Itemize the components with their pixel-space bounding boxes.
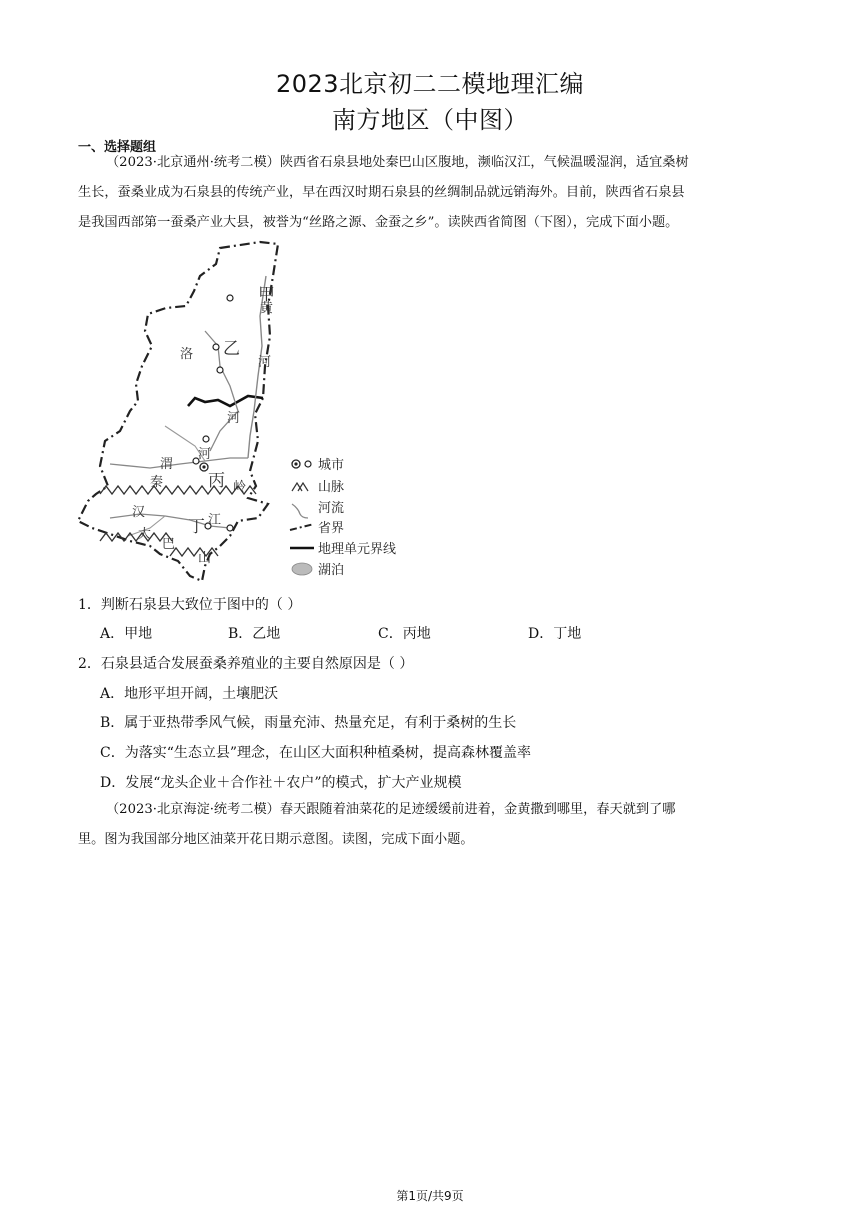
page-footer: 第1页/共9页 xyxy=(396,1189,464,1203)
legend-mountain-icon xyxy=(292,483,308,491)
question-1-stem: 1．判断石泉县大致位于图中的（ ） xyxy=(78,597,302,613)
question-2-stem: 2．石泉县适合发展蚕桑养殖业的主要自然原因是（ ） xyxy=(78,656,414,672)
intro1-line: 是我国西部第一蚕桑产业大县，被誉为“丝路之源、金蚕之乡”。读陕西省简图（下图），完成下面小题。 xyxy=(78,215,679,230)
intro2-line: 里。图为我国部分地区油菜开花日期示意图。读图，完成下面小题。 xyxy=(78,832,474,847)
city-extra xyxy=(217,367,223,373)
label-da: 大 xyxy=(138,527,152,542)
map-legend xyxy=(290,458,396,578)
city-yi xyxy=(213,344,219,350)
q1-option-d[interactable]: D．丁地 xyxy=(528,626,582,642)
city-jia xyxy=(227,295,233,301)
q2-option-a[interactable]: A．地形平坦开阔，土壤肥沃 xyxy=(100,686,279,702)
city-small xyxy=(203,436,209,442)
geo-unit-boundary xyxy=(188,396,263,406)
legend-boundary-label: 地理单元界线 xyxy=(318,542,397,557)
q2-option-d[interactable]: D．发展“龙头企业＋合作社＋农户”的模式，扩大产业规模 xyxy=(100,775,462,791)
label-bing: 丙 xyxy=(208,471,225,491)
label-yi: 乙 xyxy=(223,339,240,359)
label-he2: 河 xyxy=(227,411,241,426)
legend-lake-label: 湖泊 xyxy=(318,563,345,578)
section-title: 一、选择题组 xyxy=(78,140,157,155)
q1-option-c[interactable]: C．丙地 xyxy=(378,626,431,642)
q1-option-b[interactable]: B．乙地 xyxy=(228,626,281,642)
shaanxi-map xyxy=(70,236,430,586)
province-border xyxy=(78,242,278,581)
legend-city-icon xyxy=(305,461,311,467)
legend-river-icon xyxy=(292,504,308,518)
intro1-line: （2023·北京通州·统考二模）陕西省石泉县地处秦巴山区腹地，濒临汉江，气候温暖湿润，适宜桑树 xyxy=(106,155,689,170)
label-luo: 洛 xyxy=(180,347,194,362)
legend-lake-icon xyxy=(292,563,312,575)
intro2-line: （2023·北京海淀·统考二模）春天跟随着油菜花的足迹缓缓前进着，金黄撒到哪里，春天就到了哪 xyxy=(106,802,676,817)
label-ling: 岭 xyxy=(233,480,247,495)
q2-option-c[interactable]: C．为落实“生态立县”理念，在山区大面积种植桑树，提高森林覆盖率 xyxy=(100,745,532,761)
legend-city-label: 城市 xyxy=(318,458,345,473)
q1-option-a[interactable]: A．甲地 xyxy=(100,626,153,642)
q2-option-b[interactable]: B．属于亚热带季风气候，雨量充沛、热量充足，有利于桑树的生长 xyxy=(100,715,517,731)
label-ding: 丁 xyxy=(188,517,205,537)
label-ba: 巴 xyxy=(162,537,176,552)
label-qin: 秦 xyxy=(150,475,164,490)
label-han: 汉 xyxy=(132,505,146,520)
label-he3: 河 xyxy=(198,447,212,462)
city-south xyxy=(227,525,233,531)
legend-river-label: 河流 xyxy=(318,501,345,516)
label-wei: 渭 xyxy=(160,457,174,472)
legend-border-icon xyxy=(290,524,314,530)
intro1-line: 生长，蚕桑业成为石泉县的传统产业，早在西汉时期石泉县的丝绸制品就远销海外。目前，陕西省石泉县 xyxy=(78,185,685,200)
legend-mountain-label: 山脉 xyxy=(318,480,345,495)
intro-paragraph-2 xyxy=(78,795,778,855)
label-jiang: 江 xyxy=(208,513,222,528)
legend-border-label: 省界 xyxy=(318,521,345,536)
intro-paragraph-1 xyxy=(78,148,778,238)
label-huang: 黄 xyxy=(260,301,274,316)
label-jia: 甲 xyxy=(258,285,275,305)
page-subtitle: 南方地区（中图） xyxy=(332,106,528,134)
label-he1: 河 xyxy=(258,355,272,370)
label-shan: 山 xyxy=(198,551,212,566)
capital-dot xyxy=(202,465,205,468)
page-title: 2023北京初二二模地理汇编 xyxy=(275,70,585,98)
wei-river xyxy=(110,458,248,468)
